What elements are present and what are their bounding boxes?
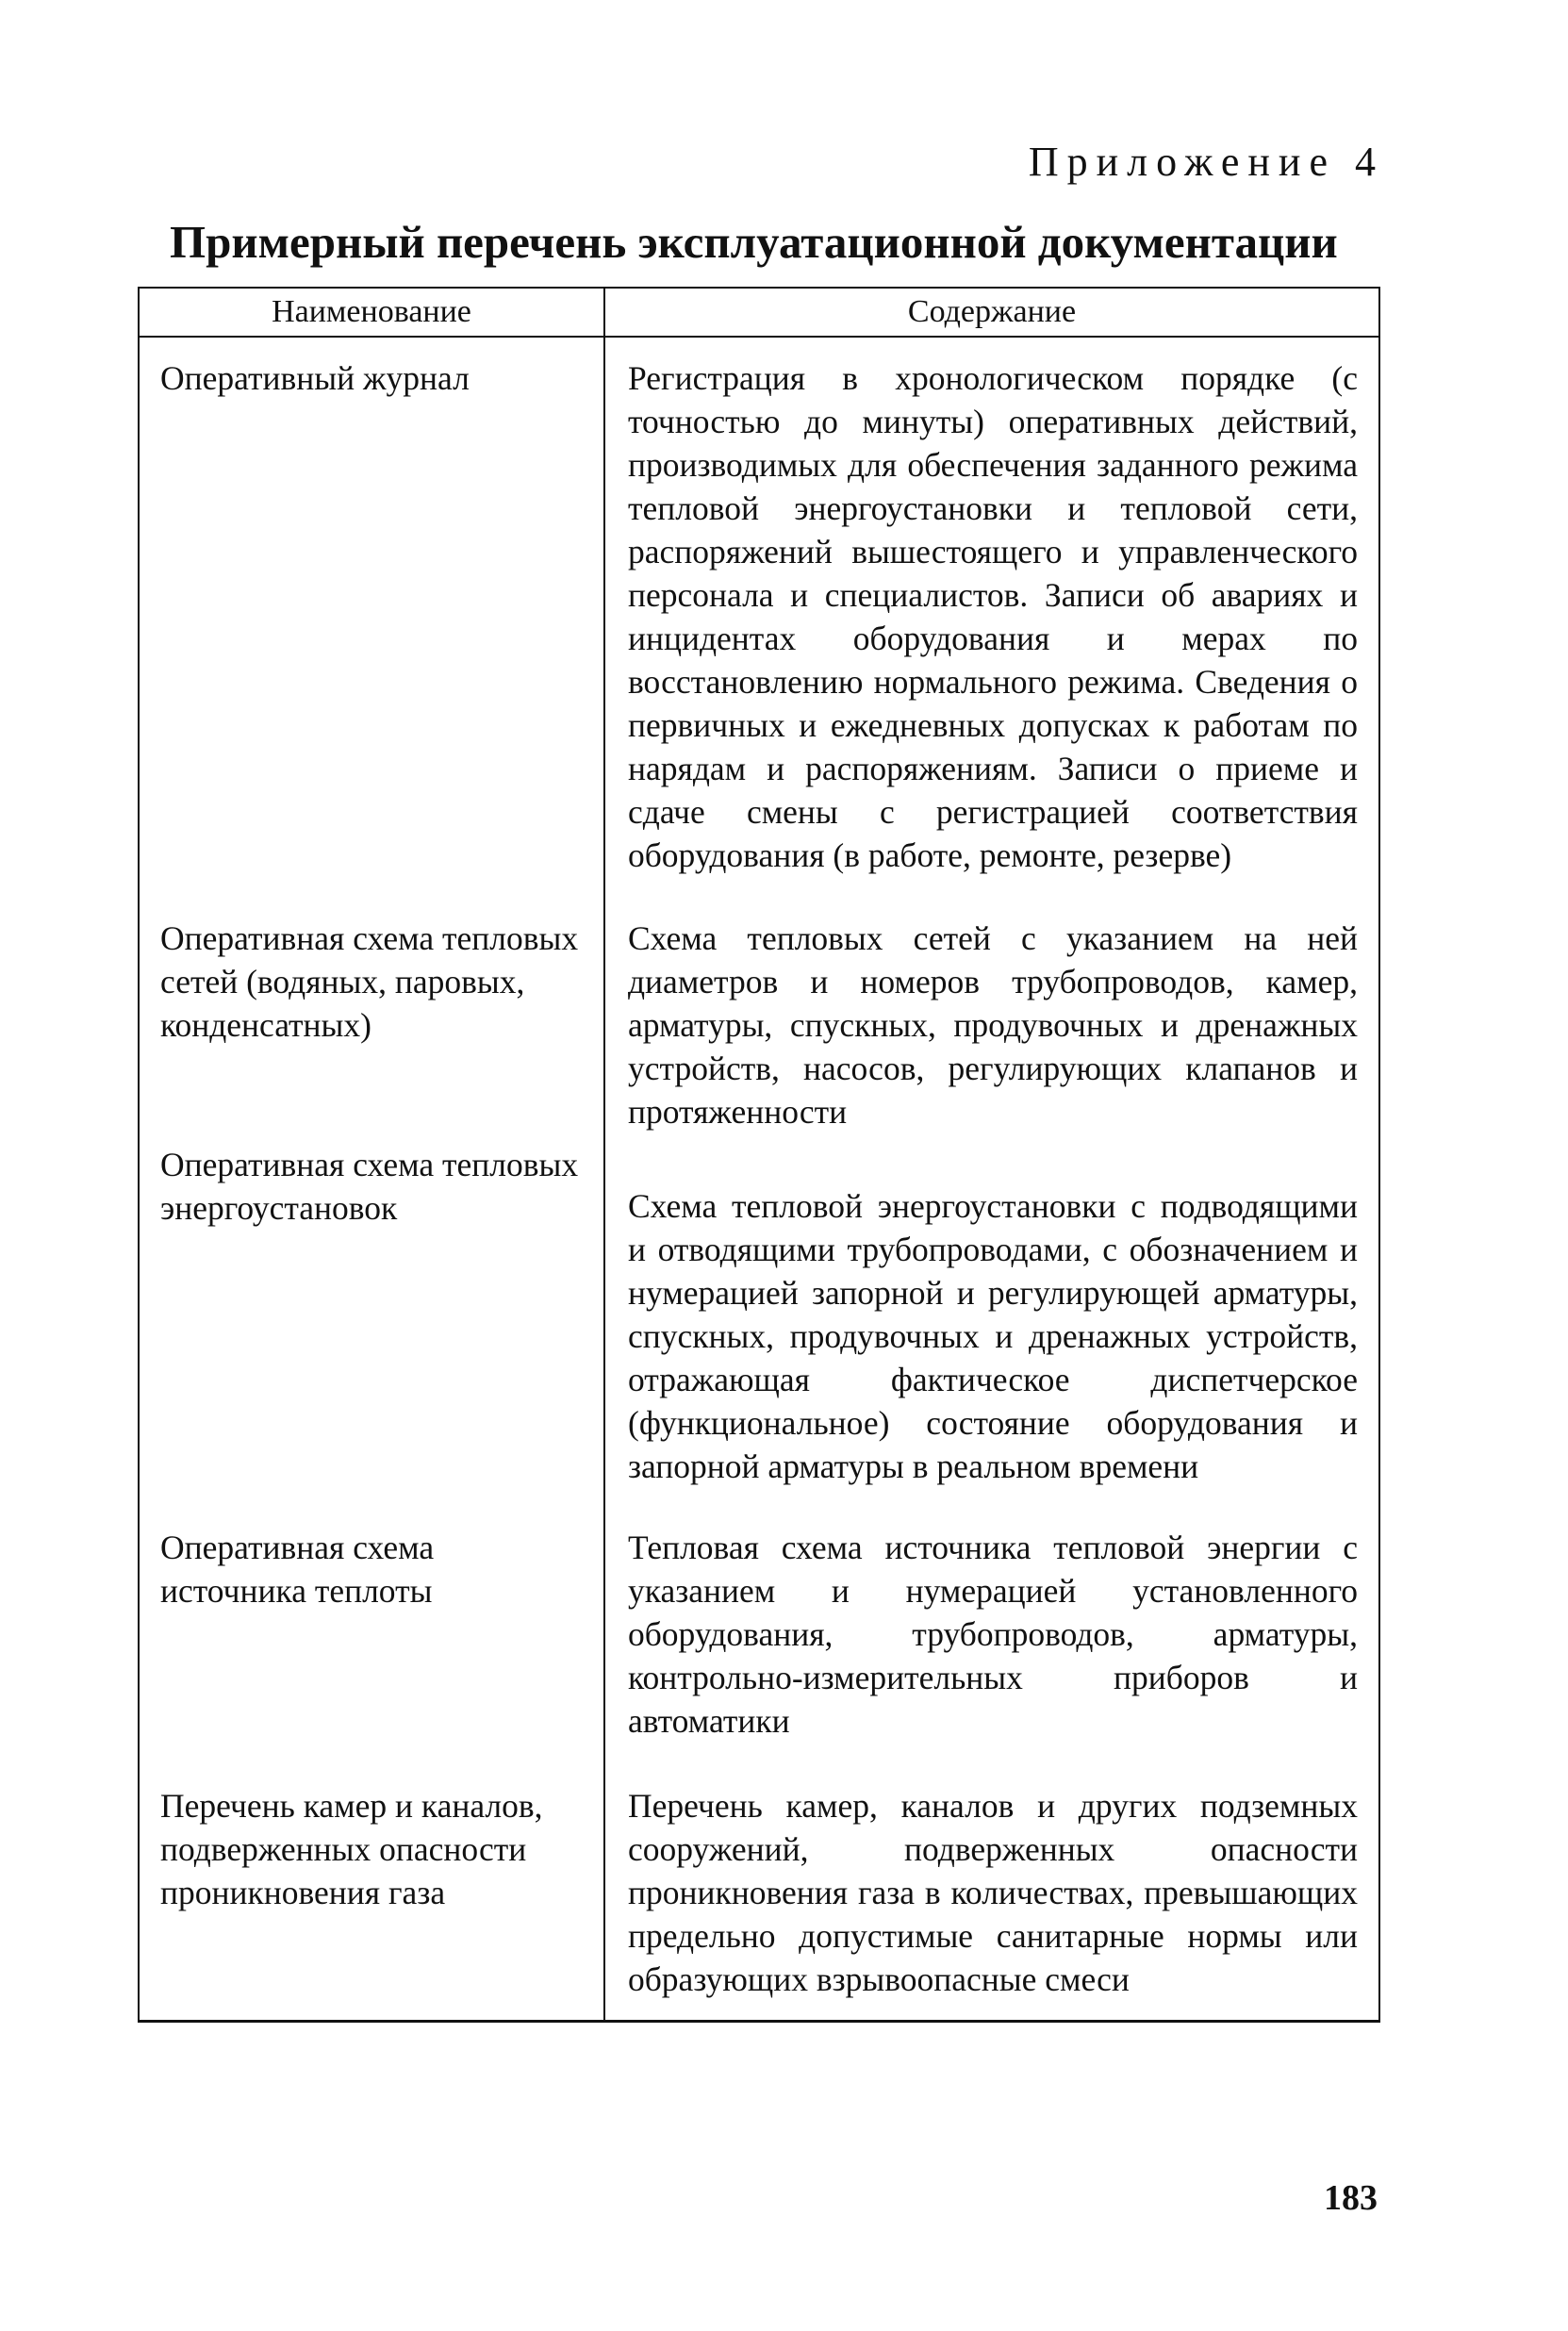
table-row: [139, 1526, 1379, 1784]
row-name: Оперативная схема источника теплоты: [160, 1529, 435, 1610]
row-name: Перечень камер и каналов, подверженных опасности проникновения газа: [160, 1787, 543, 1911]
row-content: Перечень камер, каналов и других подземных сооружений, подверженных опасности проникновения газа в количествах, превышающих предельно допустимые санитарные нормы или образующих взрывоопасные смеси: [628, 1787, 1358, 1998]
table-row: [139, 1143, 1379, 1526]
row-name: Оперативная схема тепловых сетей (водяных, паровых, конденсатных): [160, 919, 579, 1044]
table-row: [139, 337, 1379, 917]
appendix-label: Приложение 4: [1028, 139, 1384, 185]
row-content: Тепловая схема источника тепловой энергии с указанием и нумерацией установленного оборудования, трубопроводов, арматуры, контрольно-измерительных приборов и автоматики: [628, 1529, 1358, 1740]
column-header-content: Содержание: [604, 288, 1379, 337]
row-name: Оперативный журнал: [160, 359, 470, 397]
documentation-table: [138, 287, 1380, 2023]
row-content: Схема тепловых сетей с указанием на ней диаметров и номеров трубопроводов, камер, арматуры, спускных, продувочных и дренажных устройств, насосов, регулирующих клапанов и протяженности: [628, 919, 1358, 1131]
row-content: Регистрация в хронологическом порядке (с точностью до минуты) оперативных действий, производимых для обеспечения заданного режима тепловой энергоустановки и тепловой сети, распоряжений вышестоящего и управленческого персонала и специалистов. Записи об авариях и инцидентах оборудования и мерах по восстановлению нормального режима. Сведения о первичных и ежедневных допусках к работам по нарядам и распоряжениям. Записи о приеме и сдаче смены с регистрацией соответствия оборудования (в работе, ремонте, резерве): [628, 359, 1358, 874]
table-row: [139, 1784, 1379, 2022]
page-number: 183: [1324, 2178, 1378, 2218]
table-header-row: [139, 288, 1379, 337]
row-content: Схема тепловой энергоустановки с подводящими и отводящими трубопроводами, с обозначением и нумерацией запорной и регулирующей арматуры, спускных, продувочных и дренажных устройств, отражающая фактическое диспетчерское (функциональное) состояние оборудования и запорной арматуры в реальном времени: [628, 1187, 1358, 1485]
table-row: [139, 917, 1379, 1143]
row-name: Оперативная схема тепловых энергоустановок: [160, 1146, 579, 1227]
document-title: Примерный перечень эксплуатационной документации: [170, 216, 1338, 268]
column-header-name: Наименование: [139, 288, 604, 337]
